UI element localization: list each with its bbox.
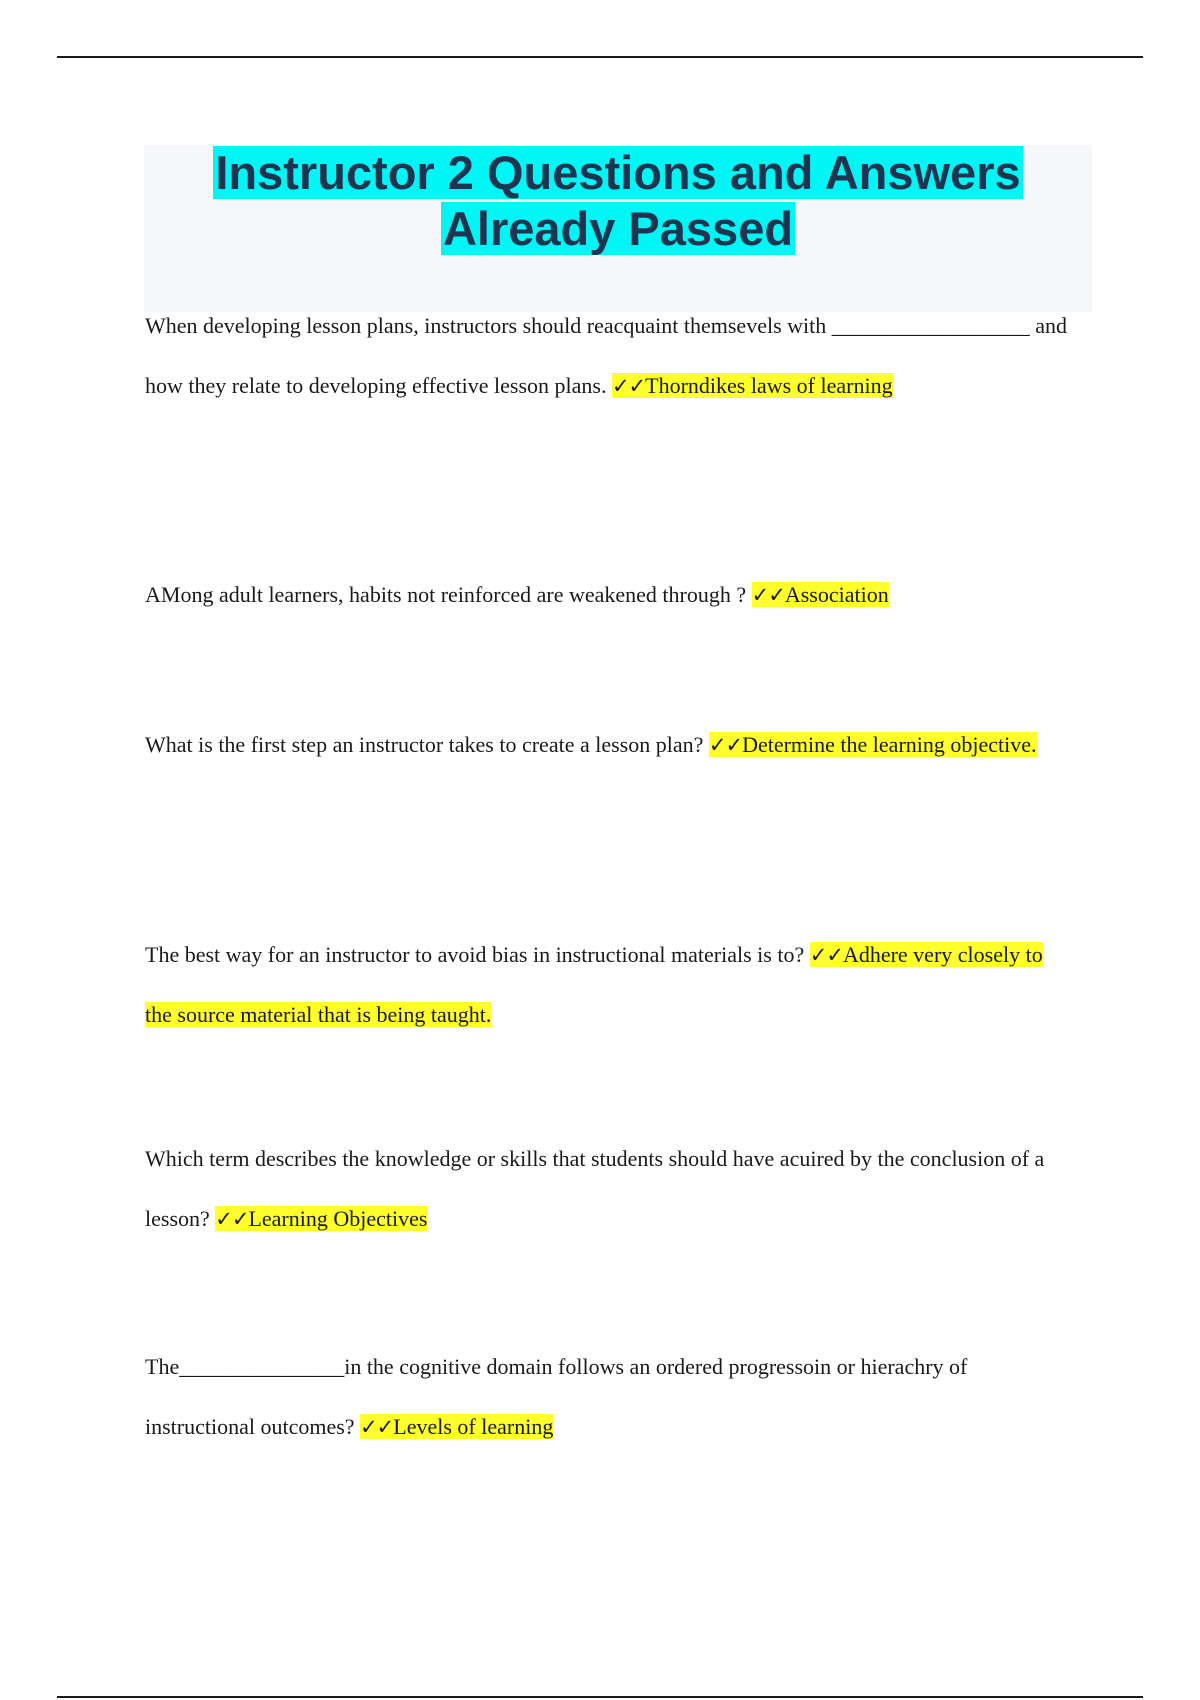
qa-item-6 [145, 1337, 1075, 1457]
answer-text: Levels of learning [393, 1414, 554, 1439]
double-check-icon: ✓✓ [809, 943, 843, 967]
title-line-1: Instructor 2 Questions and Answers [215, 146, 1021, 199]
double-check-icon: ✓✓ [215, 1207, 249, 1231]
header-rule [57, 56, 1143, 58]
answer-text: Learning Objectives [248, 1206, 428, 1231]
document-title [144, 145, 1092, 257]
double-check-icon: ✓✓ [751, 583, 785, 607]
qa-item-2 [145, 565, 1075, 625]
answer-text: Determine the learning objective. [742, 732, 1037, 757]
question-text: The_______________in the cognitive domain follows an ordered progressoin or hierachry of instructional outcomes? [145, 1354, 968, 1439]
answer-highlight [752, 582, 889, 607]
title-line-2: Already Passed [442, 202, 794, 255]
answer-text: Adhere very closely to the source material that is being taught. [145, 942, 1043, 1027]
qa-item-3 [145, 715, 1075, 775]
question-text: The best way for an instructor to avoid bias in instructional materials is to? [145, 942, 810, 967]
question-text: AMong adult learners, habits not reinforced are weakened through ? [145, 582, 752, 607]
answer-highlight [612, 373, 893, 398]
question-text: When developing lesson plans, instructors should reacquaint themsevels with __________________ and how they relate to developing effective lesson plans. [145, 313, 1068, 398]
double-check-icon: ✓✓ [611, 374, 646, 398]
qa-item-5 [145, 1129, 1075, 1249]
question-text: Which term describes the knowledge or skills that students should have acuired by the conclusion of a lesson? [145, 1146, 1045, 1231]
double-check-icon: ✓✓ [360, 1415, 394, 1439]
question-text: What is the first step an instructor takes to create a lesson plan? [145, 732, 709, 757]
title-block [144, 145, 1092, 312]
qa-item-4 [145, 925, 1075, 1045]
answer-highlight [709, 732, 1037, 757]
answer-text: Association [784, 582, 889, 607]
answer-highlight [215, 1206, 427, 1231]
footer-rule [57, 1696, 1143, 1698]
answer-highlight [360, 1414, 553, 1439]
answer-text: Thorndikes laws of learning [645, 373, 893, 398]
double-check-icon: ✓✓ [708, 733, 743, 757]
qa-item-1 [145, 296, 1075, 416]
